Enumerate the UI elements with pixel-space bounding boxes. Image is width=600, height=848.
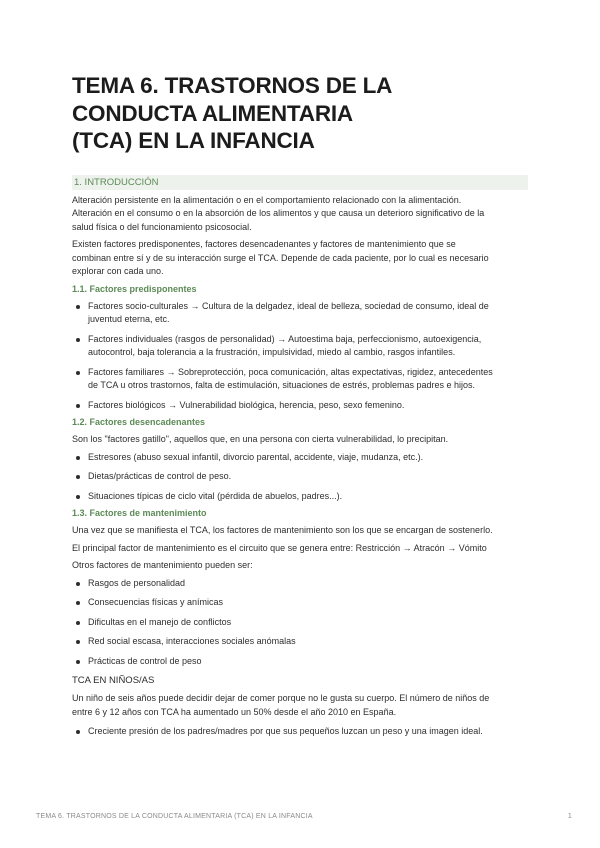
text-line: de TCA u otros trastornos, falta de estimulación, situaciones de estrés, problemas padres e hijos. — [88, 380, 476, 390]
subheading-predisponentes: 1.1. Factores predisponentes — [72, 283, 197, 294]
intro-paragraph-2 — [72, 238, 528, 279]
list-tca — [72, 725, 528, 739]
text-line: combinan entre sí y de su interacción surge el TCA. Depende de cada paciente, por lo cual es necesario — [72, 252, 489, 263]
mantenimiento-paragraph-2 — [72, 542, 528, 556]
title-line: TEMA 6. TRASTORNOS DE LA — [72, 73, 393, 98]
text-line: Factores socio-culturales → Cultura de la delgadez, ideal de belleza, sociedad de consumo, ideal de — [88, 300, 489, 311]
list-item — [72, 399, 528, 413]
text-line: juventud eterna, etc. — [88, 314, 170, 324]
intro-paragraph-1 — [72, 194, 528, 235]
list-item — [72, 366, 528, 393]
text-line: Una vez que se manifiesta el TCA, los factores de mantenimiento son los que se encargan de sostenerlo. — [72, 525, 493, 535]
text-line: Otros factores de mantenimiento pueden ser: — [72, 560, 253, 570]
list-predisponentes — [72, 300, 528, 413]
desencadenantes-intro — [72, 433, 528, 447]
text-line: explorar con cada uno. — [72, 266, 164, 276]
section-heading-introduccion: 1. INTRODUCCIÓN — [72, 175, 528, 190]
list-item: Consecuencias físicas y anímicas — [72, 596, 528, 610]
text-line: Alteración persistente en la alimentación o en el comportamiento relacionado con la alimentación. — [72, 194, 462, 205]
text-line: Son los "factores gatillo", aquellos que, en una persona con cierta vulnerabilidad, lo precipitan. — [72, 434, 449, 444]
text-line: entre 6 y 12 años con TCA ha aumentado un 50% desde el año 2010 en España. — [72, 706, 397, 717]
tca-paragraph — [72, 692, 528, 719]
text-line: Factores biológicos → Vulnerabilidad biológica, herencia, peso, sexo femenino. — [88, 399, 405, 410]
list-item: Prácticas de control de peso — [72, 655, 528, 669]
page-content — [72, 72, 528, 739]
list-mantenimiento — [72, 577, 528, 669]
text-line: Alteración en el consumo o en la absorción de los alimentos y que causa un deterioro significativo de la — [72, 208, 485, 218]
text-line: salud física o del funcionamiento psicosocial. — [72, 221, 252, 232]
list-item: Dietas/prácticas de control de peso. — [72, 470, 528, 484]
list-item — [72, 333, 528, 360]
mantenimiento-paragraph-3 — [72, 559, 528, 573]
text-line: Existen factores predisponentes, factores desencadenantes y factores de mantenimiento que se — [72, 239, 456, 249]
list-item: Dificultas en el manejo de conflictos — [72, 616, 528, 630]
title-line: (TCA) EN LA INFANCIA — [72, 128, 315, 153]
footer-title: TEMA 6. TRASTORNOS DE LA CONDUCTA ALIMENTARIA (TCA) EN LA INFANCIA — [36, 813, 313, 820]
list-item: Red social escasa, interacciones sociales anómalas — [72, 635, 528, 649]
page-footer — [36, 812, 572, 822]
text-line: Factores individuales (rasgos de personalidad) → Autoestima baja, perfeccionismo, autoexigencia, — [88, 333, 482, 344]
list-item: Situaciones típicas de ciclo vital (pérdida de abuelos, padres...). — [72, 490, 528, 504]
list-item — [72, 300, 528, 327]
subheading-desencadenantes: 1.2. Factores desencadenantes — [72, 417, 206, 427]
list-item: Estresores (abuso sexual infantil, divorcio parental, accidente, viaje, mudanza, etc.). — [72, 451, 528, 465]
text-line: Un niño de seis años puede decidir dejar de comer porque no le gusta su cuerpo. El número de niños de — [72, 693, 490, 703]
list-item: Creciente presión de los padres/madres por que sus pequeños luzcan un peso y una imagen ideal. — [72, 725, 528, 739]
title-line: CONDUCTA ALIMENTARIA — [72, 100, 353, 126]
list-desencadenantes — [72, 451, 528, 504]
text-line: autocontrol, baja tolerancia a la frustración, impulsividad, miedo al cambio, rasgos infantiles. — [88, 347, 456, 357]
heading-tca-ninos: TCA EN NIÑOS/AS — [72, 675, 155, 686]
mantenimiento-paragraph-1 — [72, 524, 528, 538]
page-number: 1 — [567, 813, 572, 820]
list-item: Rasgos de personalidad — [72, 577, 528, 591]
subheading-mantenimiento: 1.3. Factores de mantenimiento — [72, 508, 207, 518]
text-line: El principal factor de mantenimiento es el circuito que se genera entre: Restricción → Atracón → Vómito — [72, 542, 487, 553]
text-line: Factores familiares → Sobreprotección, poca comunicación, altas expectativas, rigidez, antecedentes — [88, 366, 493, 377]
document-title — [72, 72, 528, 155]
